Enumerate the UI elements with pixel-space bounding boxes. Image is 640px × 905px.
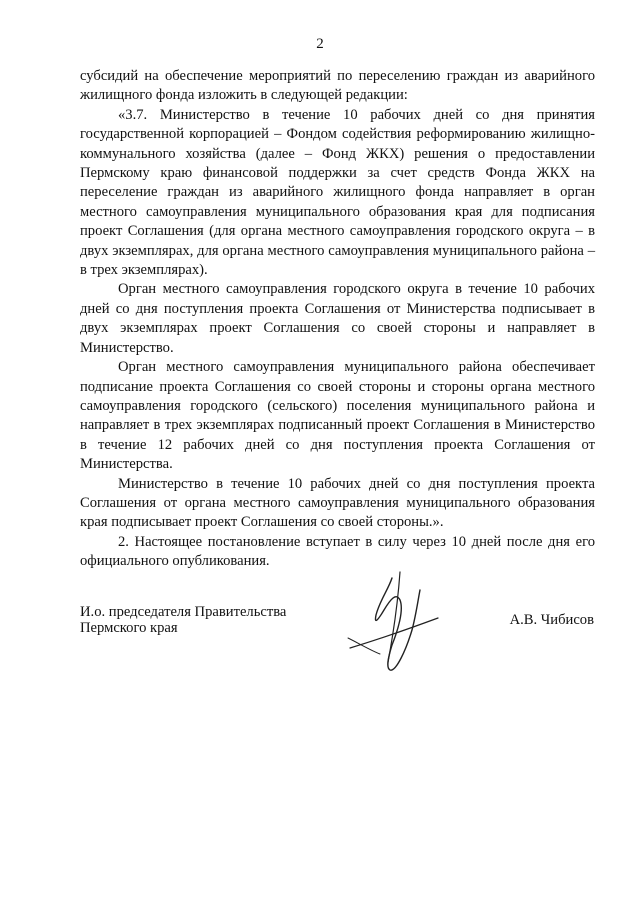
paragraph-municipal-district: Орган местного самоуправления муниципального района обеспечивает подписание проекта Соглашения со своей стороны и стороны органа местного самоуправления городского (сельского) поселения муниципального района и направляет в трех экземплярах подписанный проект Соглашения в Министерство в течение 12 рабочих дней со дня поступления проекта Соглашения от Министерства. [80,359,595,473]
paragraph-effective-date: 2. Настоящее постановление вступает в силу через 10 дней после дня его официального опубликования. [80,533,595,570]
signer-position [80,604,286,636]
page-number: 2 [316,36,324,52]
paragraph-clause-3-7: «3.7. Министерство в течение 10 рабочих дней со дня принятия государственной корпорацией – Фондом содействия реформированию жилищно-коммунального хозяйства (далее – Фонд ЖКХ) решения о предоставлении Пермскому краю финансовой поддержки за счет средств Фонда ЖКХ на переселение граждан из аварийного жилищного фонда направляет в орган местного самоуправления муниципального образования края для подписания проект Соглашения (для органа местного самоуправления городского округа – в двух экземплярах, для органа местного самоуправления муниципального района – в трех экземплярах). [80,106,595,279]
signer-name: А.В. Чибисов [509,612,594,628]
signer-position-line2: Пермского края [80,620,178,636]
paragraph-ministry-signs: Министерство в течение 10 рабочих дней со дня поступления проекта Соглашения от органа местного самоуправления муниципального образования края подписывает проект Соглашения со своей стороны.». [80,475,595,531]
paragraph-intro: субсидий на обеспечение мероприятий по переселению граждан из аварийного жилищного фонда изложить в следующей редакции: [80,68,595,104]
signer-position-line1: И.о. председателя Правительства [80,604,287,620]
handwritten-signature-icon [340,570,450,680]
paragraph-city-district: Орган местного самоуправления городского округа в течение 10 рабочих дней со дня поступления проекта Соглашения от Министерства подписывает в двух экземплярах проект Соглашения со своей стороны и направляет в Министерство. [80,281,595,356]
document-body [80,67,595,572]
